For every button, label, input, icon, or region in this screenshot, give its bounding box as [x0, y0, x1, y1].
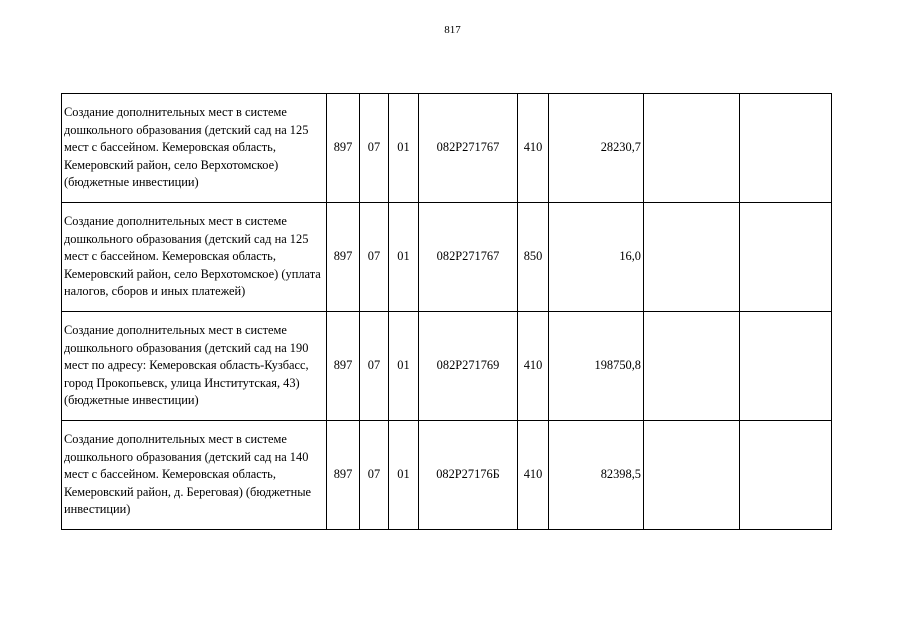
page-number: 817: [444, 24, 461, 36]
amount-cell: 28230,7: [549, 94, 644, 203]
table-row: [62, 421, 832, 530]
section-cell: 07: [360, 312, 389, 421]
ministry-code-cell: 897: [327, 312, 360, 421]
expense-type-cell: 410: [518, 94, 549, 203]
description-cell: Создание дополнительных мест в системе дошкольного образования (детский сад на 140 мест с бассейном. Кемеровская область, Кемеровский район, д. Береговая) (бюджетные инвестиции): [62, 421, 327, 530]
target-article-cell: 082P271767: [419, 203, 518, 312]
section-cell: 07: [360, 203, 389, 312]
section-cell: 07: [360, 94, 389, 203]
description-cell: Создание дополнительных мест в системе дошкольного образования (детский сад на 190 мест по адресу: Кемеровская область-Кузбасс, город Прокопьевск, улица Институтская, 43) (бюджетные инвестиции): [62, 312, 327, 421]
description-cell: Создание дополнительных мест в системе дошкольного образования (детский сад на 125 мест с бассейном. Кемеровская область, Кемеровский район, село Верхотомское) (уплата налогов, сборов и иных платежей): [62, 203, 327, 312]
empty-cell: [740, 312, 832, 421]
table-row: [62, 203, 832, 312]
target-article-cell: 082P271769: [419, 312, 518, 421]
subsection-cell: 01: [389, 94, 419, 203]
amount-cell: 82398,5: [549, 421, 644, 530]
expense-type-cell: 850: [518, 203, 549, 312]
subsection-cell: 01: [389, 421, 419, 530]
empty-cell: [644, 203, 740, 312]
target-article-cell: 082P27176Б: [419, 421, 518, 530]
empty-cell: [740, 421, 832, 530]
description-cell: Создание дополнительных мест в системе дошкольного образования (детский сад на 125 мест с бассейном. Кемеровская область, Кемеровский район, село Верхотомское) (бюджетные инвестиции): [62, 94, 327, 203]
table-row: [62, 94, 832, 203]
expense-type-cell: 410: [518, 421, 549, 530]
ministry-code-cell: 897: [327, 94, 360, 203]
ministry-code-cell: 897: [327, 203, 360, 312]
subsection-cell: 01: [389, 312, 419, 421]
amount-cell: 16,0: [549, 203, 644, 312]
expense-type-cell: 410: [518, 312, 549, 421]
budget-table: [61, 93, 832, 530]
ministry-code-cell: 897: [327, 421, 360, 530]
empty-cell: [644, 94, 740, 203]
empty-cell: [740, 203, 832, 312]
amount-cell: 198750,8: [549, 312, 644, 421]
target-article-cell: 082P271767: [419, 94, 518, 203]
table-row: [62, 312, 832, 421]
empty-cell: [644, 421, 740, 530]
empty-cell: [740, 94, 832, 203]
empty-cell: [644, 312, 740, 421]
subsection-cell: 01: [389, 203, 419, 312]
section-cell: 07: [360, 421, 389, 530]
